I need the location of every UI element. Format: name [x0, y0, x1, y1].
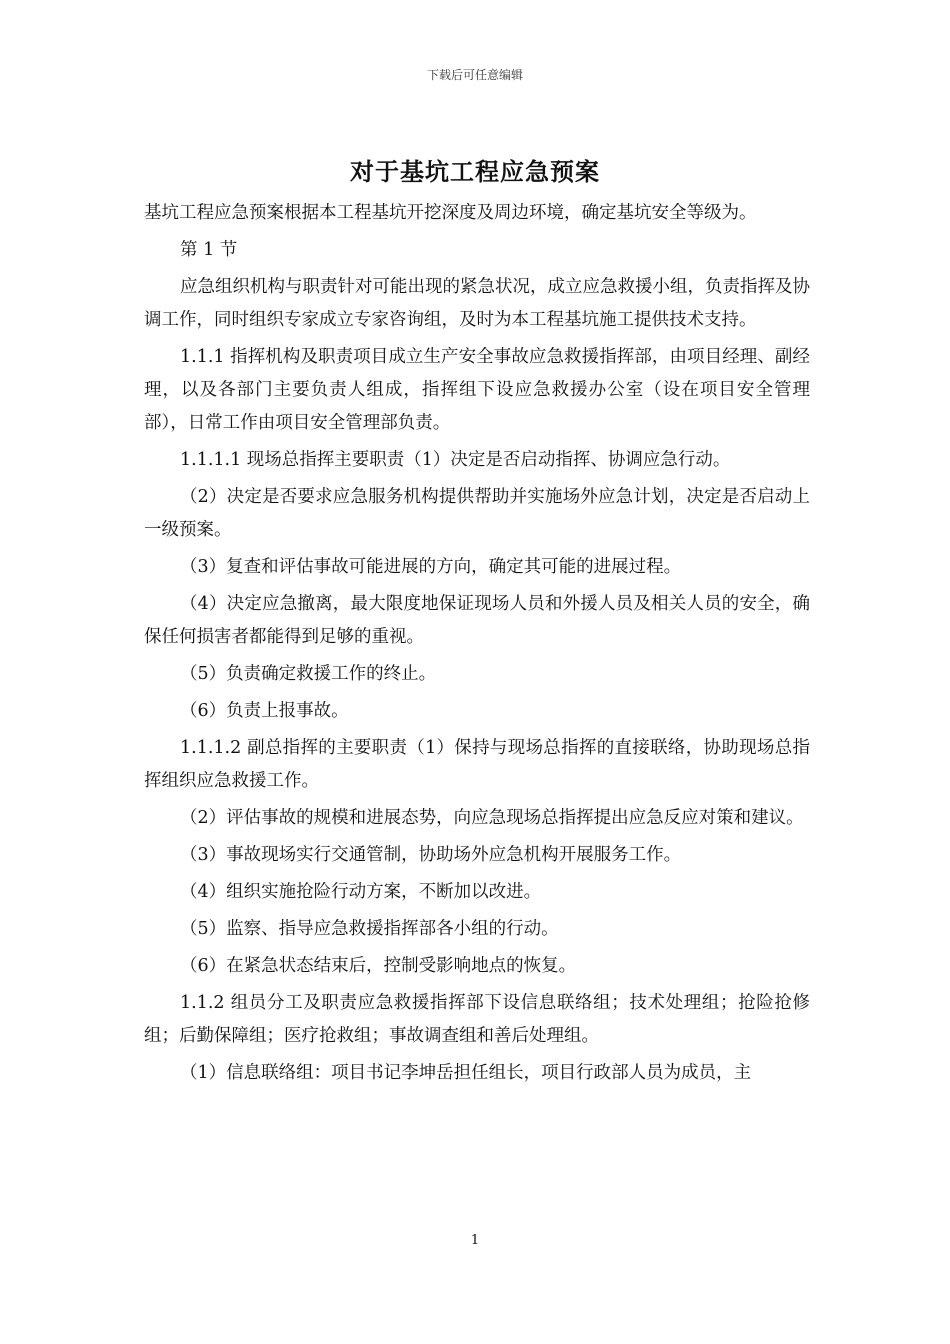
section-heading: 第 1 节 [180, 240, 238, 260]
header-note: 下载后可任意编辑 [426, 68, 523, 82]
document-title: 对于基坑工程应急预案 [350, 158, 600, 186]
paragraph: （4）决定应急撤离，最大限度地保证现场人员和外援人员及相关人员的安全，确保任何损害者都能得到足够的重视。 [144, 594, 810, 647]
paragraph: （1）信息联络组：项目书记李坤岳担任组长，项目行政部人员为成员，主 [180, 1063, 752, 1083]
document-body [144, 197, 810, 1094]
paragraph: （5）监察、指导应急救援指挥部各小组的行动。 [180, 919, 559, 939]
paragraph: （2）评估事故的规模和进展态势，向应急现场总指挥提出应急反应对策和建议。 [180, 808, 804, 828]
paragraph: （4）组织实施抢险行动方案，不断加以改进。 [180, 882, 542, 902]
paragraph: （2）决定是否要求应急服务机构提供帮助并实施场外应急计划，决定是否启动上一级预案。 [144, 487, 810, 540]
paragraph: 1.1.1 指挥机构及职责项目成立生产安全事故应急救援指挥部，由项目经理、副经理，以及各部门主要负责人组成，指挥组下设应急救援办公室（设在项目安全管理部），日常工作由项目安全管理部负责。 [144, 347, 810, 433]
paragraph: 应急组织机构与职责针对可能出现的紧急状况，成立应急救援小组，负责指挥及协调工作，同时组织专家成立专家咨询组，及时为本工程基坑施工提供技术支持。 [144, 277, 810, 330]
paragraph: 基坑工程应急预案根据本工程基坑开挖深度及周边环境，确定基坑安全等级为。 [144, 203, 757, 223]
paragraph: （3）复查和评估事故可能进展的方向，确定其可能的进展过程。 [180, 557, 682, 577]
paragraph: （6）负责上报事故。 [180, 701, 349, 721]
page-number: 1 [470, 1233, 480, 1248]
paragraph: （6）在紧急状态结束后，控制受影响地点的恢复。 [180, 956, 577, 976]
paragraph: （3）事故现场实行交通管制，协助场外应急机构开展服务工作。 [180, 845, 682, 865]
paragraph: 1.1.2 组员分工及职责应急救援指挥部下设信息联络组；技术处理组；抢险抢修组；后勤保障组；医疗抢救组；事故调查组和善后处理组。 [144, 993, 810, 1046]
paragraph: 1.1.1.2 副总指挥的主要职责（1）保持与现场总指挥的直接联络，协助现场总指挥组织应急救援工作。 [144, 738, 810, 791]
paragraph: 1.1.1.1 现场总指挥主要职责（1）决定是否启动指挥、协调应急行动。 [180, 450, 731, 470]
paragraph: （5）负责确定救援工作的终止。 [180, 664, 437, 684]
